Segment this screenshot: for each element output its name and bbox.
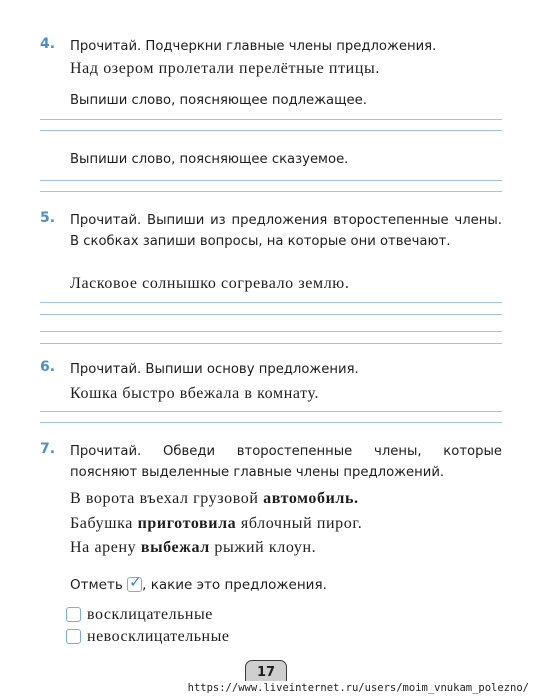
checkbox[interactable] <box>66 607 81 622</box>
task-sentence: Кошка быстро вбежала в комнату. <box>70 385 320 402</box>
task-sentence: В ворота въехал грузовой автомобиль. <box>70 490 359 507</box>
answer-line[interactable] <box>40 119 502 120</box>
task-instruction: Прочитай. Подчеркни главные члены предложения. <box>70 39 437 54</box>
answer-line[interactable] <box>40 180 502 181</box>
watermark-url: https://www.liveinternet.ru/users/moim_vnukam_polezno/ <box>187 682 529 694</box>
option-label: восклицательные <box>87 606 213 623</box>
answer-line[interactable] <box>40 191 502 192</box>
task-number: 4. <box>40 36 56 52</box>
answer-line[interactable] <box>40 130 502 131</box>
subtask-instruction: Выпиши слово, поясняющее сказуемое. <box>70 152 349 167</box>
checkmark-icon: ✓ <box>129 573 142 591</box>
highlighted-word: приготовила <box>137 515 237 532</box>
mark-instruction: Отметь ✓ , какие это предложения. <box>70 573 327 593</box>
task-instruction: Прочитай. Выпиши из предложения второстепенные члены. В скобках запиши вопросы, на которые они отвечают. <box>70 213 502 249</box>
task-instruction: Прочитай. Выпиши основу предложения. <box>70 362 359 377</box>
task-number: 5. <box>40 210 56 226</box>
task-sentence: Над озером пролетали перелётные птицы. <box>70 60 380 77</box>
page-number: 17 <box>245 660 287 690</box>
checkbox[interactable] <box>66 629 81 644</box>
task-sentence: Бабушка приготовила яблочный пирог. <box>70 515 363 532</box>
task-instruction: Прочитай. Обведи второстепенные члены, которые поясняют выделенные главные члены предложений. <box>70 444 502 480</box>
answer-line[interactable] <box>40 302 502 303</box>
option-non-exclamatory[interactable] <box>66 626 229 647</box>
answer-line[interactable] <box>40 411 502 412</box>
answer-line[interactable] <box>40 314 502 315</box>
option-label: невосклицательные <box>87 628 230 645</box>
task-number: 7. <box>40 441 56 457</box>
task-sentence: На арену выбежал рыжий клоун. <box>70 539 317 556</box>
answer-line[interactable] <box>40 343 502 344</box>
answer-line[interactable] <box>40 422 502 423</box>
subtask-instruction: Выпиши слово, поясняющее подлежащее. <box>70 93 367 108</box>
option-exclamatory[interactable] <box>66 604 213 625</box>
answer-line[interactable] <box>40 331 502 332</box>
highlighted-word: выбежал <box>140 539 210 556</box>
task-number: 6. <box>40 359 56 375</box>
highlighted-word: автомобиль. <box>263 490 359 507</box>
task-sentence: Ласковое солнышко согревало землю. <box>70 275 350 292</box>
